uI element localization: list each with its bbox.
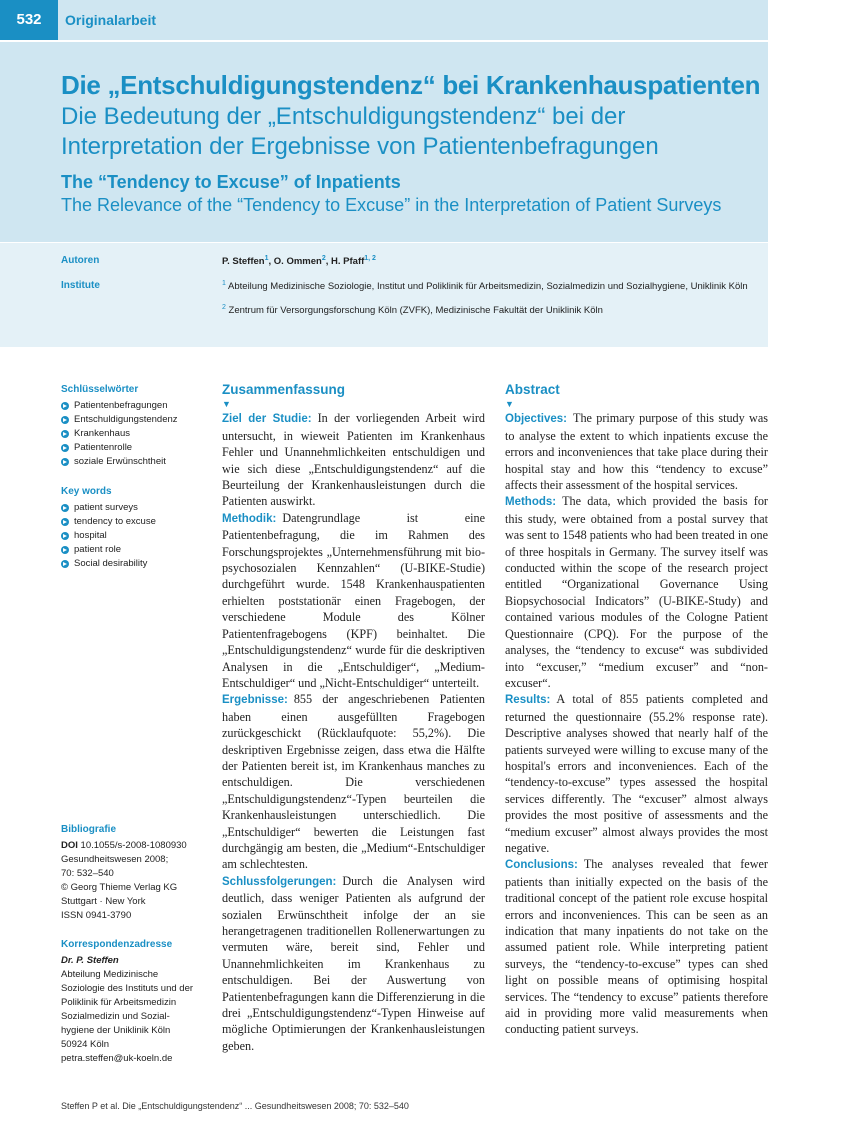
summary-section	[222, 691, 485, 872]
author-affiliation: 2	[321, 255, 326, 262]
keywords-en-label: Key words	[61, 486, 112, 497]
abstract-section	[505, 691, 768, 856]
keyword: patient surveys	[61, 501, 211, 515]
subtitle-german: Die Bedeutung der „Entschuldigungstendenz“ bei der Interpretation der Ergebnisse von Patientenbefragungen	[61, 103, 659, 160]
zusammenfassung-heading: Zusammenfassung	[222, 382, 346, 397]
section-label: Methods:	[505, 496, 557, 509]
section-text: Datengrundlage ist eine Patientenbefragung, die im Rahmen des Forschungsprojektes „Unternehmensführung mit bio-psychosozialen Kennzahlen“ (U-BIKE-Studie) durchgeführt wurde. 1548 Krankenhauspatienten erhielten poststationär einen Fragebogen, der verschiedene Module des Kölner Patientenfragebogens (KPF) beinhaltet. Die „Entschuldigungstendenz“ wurde für die deskriptiven Analysen in die „Entschuldiger“, „Medium-Entschuldiger“ und „Nicht-Entschuldiger“ unterteilt.	[222, 510, 485, 690]
corr-line: 50924 Köln	[61, 1039, 110, 1050]
section-label: Ergebnisse:	[222, 694, 288, 707]
author-name: O. Ommen	[273, 256, 322, 268]
keyword: Social desirability	[61, 557, 211, 571]
section-label: Methodik:	[222, 512, 277, 525]
author-name: P. Steffen	[222, 256, 265, 268]
section-label: Ziel der Studie:	[222, 413, 312, 426]
section-label: Conclusions:	[505, 859, 578, 872]
keyword: Entschuldigungstendenz	[61, 413, 211, 427]
keyword: Krankenhaus	[61, 427, 211, 441]
institute-number: 1	[222, 280, 226, 287]
corr-line: Abteilung Medizinische	[61, 969, 159, 980]
doi-label: DOI	[61, 840, 78, 851]
correspondence	[61, 938, 211, 1066]
institute-text: Zentrum für Versorgungsforschung Köln (ZVFK), Medizinische Fakultät der Uniklinik Köln	[228, 305, 603, 317]
institute-text: Abteilung Medizinische Soziologie, Institut und Poliklinik für Arbeitsmedizin, Sozialmedizin und Sozialhygiene, Uniklinik Köln	[228, 281, 748, 293]
institute-number: 2	[222, 304, 226, 311]
section-label: Results:	[505, 694, 551, 707]
institutes-label: Institute	[61, 280, 100, 291]
keyword: Patientenbefragungen	[61, 399, 211, 413]
keyword: Patientenrolle	[61, 441, 211, 455]
abstract-section	[505, 493, 768, 691]
summary-section	[222, 410, 485, 509]
keywords-en	[61, 485, 211, 571]
title-english: The “Tendency to Excuse” of Inpatients	[61, 172, 401, 192]
biblio-line: Stuttgart · New York	[61, 896, 146, 907]
page-number: 532	[0, 0, 58, 40]
authors-label: Autoren	[61, 255, 100, 266]
keywords-de-label: Schlüsselwörter	[61, 384, 139, 395]
triangle-down-icon: ▼	[222, 399, 231, 410]
doi-value[interactable]: 10.1055/s-2008-1080930	[80, 840, 187, 851]
section-text: The primary purpose of this study was to analyse the extent to which inpatients excuse the errors and inconveniences that take place during their hospital stay and how this “tendency to excuse” affects their assessment of the hospital services.	[505, 411, 768, 493]
authors-line: P. Steffen$^1$, O. Ommen$^2$, H. Pfaff$^{1, 2}$	[222, 255, 376, 268]
section-label: Originalarbeit	[65, 12, 157, 28]
footer-citation: Steffen P et al. Die „Entschuldigungstendenz“ ... Gesundheitswesen 2008; 70: 532–540	[61, 1101, 409, 1111]
corr-email[interactable]: petra.steffen@uk-koeln.de	[61, 1053, 173, 1064]
subtitle-english: The Relevance of the “Tendency to Excuse” in the Interpretation of Patient Surveys	[61, 195, 722, 215]
abstract-heading: Abstract	[505, 382, 560, 397]
institute-1	[222, 278, 762, 293]
author-affiliation: 1, 2	[364, 255, 376, 262]
abstract-section	[505, 410, 768, 493]
summary-section	[222, 873, 485, 1054]
abstract-section	[505, 856, 768, 1037]
triangle-down-icon: ▼	[505, 399, 514, 410]
author-name: H. Pfaff	[331, 256, 365, 268]
section-text: Durch die Analysen wird deutlich, dass weniger Patienten als aufgrund der sozialen Erwünschtheit infolge der an sie herangetragenen traditionellen Rollenerwartungen zu vermuten wäre, bereit sind, Fehler und Unannehmlichkeiten im Krankenhaus zu entschuldigen. Bei der Auswertung von Patientenbefragungen kann die Differenzierung in die drei „Entschuldigungstendenz“-Typen Hinweise auf mögliche Optimierungen der Krankenhausleistungen geben.	[222, 873, 485, 1053]
keyword: patient role	[61, 543, 211, 557]
zusammenfassung-column	[222, 382, 485, 1054]
corr-name: Dr. P. Steffen	[61, 955, 119, 966]
abstract-column	[505, 382, 768, 1038]
biblio-line: © Georg Thieme Verlag KG	[61, 882, 178, 893]
section-text: The data, which provided the basis for this study, were obtained from a postal survey that was sent to 1548 patients who had been treated in one of three hospitals in Germany. The survey itself was conducted within the scope of the research project entitled “Organizational Governance Using Biopsychosocial Indicators” (U-BIKE-Study) and contained various modules of the Cologne Patient Questionnaire (CPQ). For the purpose of the analyses, the “tendency to excuse“ was subdivided into “excuser,” “medium excuser” and “non-excuser“.	[505, 494, 768, 690]
corr-line: hygiene der Uniklinik Köln	[61, 1025, 171, 1036]
institute-2	[222, 302, 762, 317]
section-text: 855 der angeschriebenen Patienten haben einen ausgefüllten Fragebogen zurückgeschickt (Rücklaufquote: 55,2%). Die deskriptiven Ergebnisse zeigen, dass etwa die Hälfte der Patienten bereit ist, im Krankenhaus manches zu entschuldigen. Die verschiedenen „Entschuldigungstendenz“-Typen beurteilen die Krankenhausleistungen unterschiedlich. Die „Entschuldiger“ bewerten die Leistungen fast durchgängig am besten, die „Medium“-Entschuldiger am schlechtesten.	[222, 692, 485, 872]
keyword: hospital	[61, 529, 211, 543]
biblio-line: ISSN 0941-3790	[61, 910, 132, 921]
corr-label: Korrespondenzadresse	[61, 939, 173, 950]
keyword: soziale Erwünschtheit	[61, 455, 211, 469]
summary-section	[222, 510, 485, 691]
biblio-line: 70: 532–540	[61, 868, 114, 879]
corr-line: Sozialmedizin und Sozial-	[61, 1011, 170, 1022]
section-label: Objectives:	[505, 413, 567, 426]
keywords-de	[61, 383, 211, 469]
biblio-line: Gesundheitswesen 2008;	[61, 854, 169, 865]
doi-line	[61, 839, 211, 853]
section-text: In der vorliegenden Arbeit wird untersucht, in wieweit Patienten im Krankenhaus Fehler und Unannehmlichkeiten entschuldigen und wie sich diese „Entschuldigungstendenz“ auf die Beurteilung der Krankenhausleistungen durch die Patienten auswirkt.	[222, 411, 485, 509]
bibliography	[61, 823, 211, 923]
section-text: The analyses revealed that fewer patients than initially expected on the basis of the traditional concept of the patient role excuse hospital errors and inconveniences. This can be seen as an indication that many inpatients do not take on the assumed patient role. While interpreting patient surveys, the “tendency-to-excuse” types can shed light on possible means of optimising hospital services. The “tendency to excuse” patients therefore aid in providing more valid measurements when conducting patient surveys.	[505, 857, 768, 1037]
author-affiliation: 1	[264, 255, 269, 262]
biblio-label: Bibliografie	[61, 824, 117, 835]
meta-block	[0, 243, 768, 347]
keyword: tendency to excuse	[61, 515, 211, 529]
section-text: A total of 855 patients completed and returned the questionnaire (55.2% response rate). Descriptive analyses showed that nearly half of the patients surveyed were willing to excuse many of the hospital's errors and inconveniences. Each of the “tendency-to-excuse” types assessed the hospital services differently. The “excuser” almost always provides the most positive of assessments and the “medium excuser” almost always provides the most negative.	[505, 692, 768, 855]
corr-line: Soziologie des Instituts und der	[61, 983, 194, 994]
corr-line: Poliklinik für Arbeitsmedizin	[61, 997, 177, 1008]
title-german: Die „Entschuldigungstendenz“ bei Krankenhauspatienten	[61, 70, 761, 100]
section-label: Schlussfolgerungen:	[222, 875, 337, 888]
